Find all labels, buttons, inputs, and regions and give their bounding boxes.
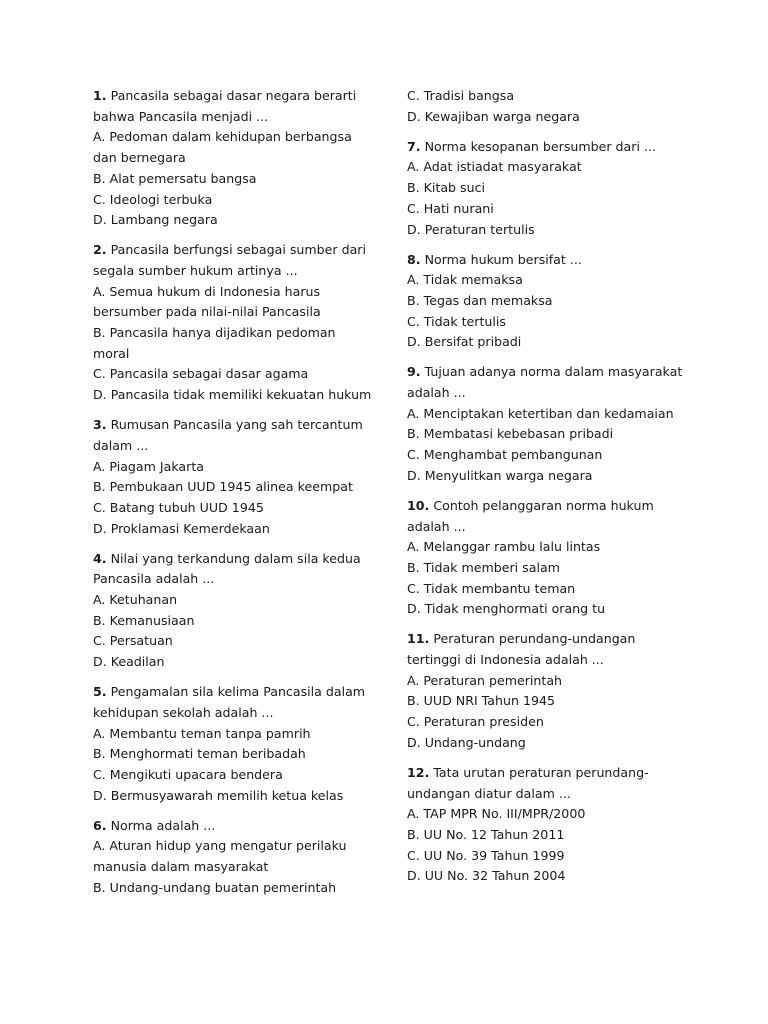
question-number: 7. (407, 138, 421, 154)
option-c: C. Hati nurani (407, 200, 494, 216)
question-text (407, 250, 687, 271)
question-2 (93, 240, 375, 406)
question-5 (93, 682, 375, 806)
option-d: D. Menyulitkan warga negara (407, 467, 593, 483)
option-c: C. UU No. 39 Tahun 1999 (407, 847, 565, 863)
question-number: 8. (407, 251, 421, 267)
question-8 (407, 250, 687, 354)
option-b: B. Alat pemersatu bangsa (93, 170, 257, 186)
option-c: C. Tidak tertulis (407, 313, 506, 329)
question-10 (407, 496, 687, 620)
option-d: D. Proklamasi Kemerdekaan (93, 520, 270, 536)
option-d: D. Keadilan (93, 654, 165, 670)
question-number: 5. (93, 684, 107, 700)
option-a: A. Peraturan pemerintah (407, 672, 563, 688)
question-number: 1. (93, 88, 107, 103)
option-b: B. Tegas dan memaksa (407, 292, 553, 308)
question-9 (407, 362, 687, 486)
question-text (93, 240, 375, 281)
option-a: A. Piagam Jakarta (93, 458, 204, 474)
option-d: D. Lambang negara (93, 212, 218, 228)
question-12 (407, 763, 687, 887)
option-c: C. Peraturan presiden (407, 714, 544, 730)
option-c: C. Tradisi bangsa (407, 88, 515, 103)
option-a: A. Aturan hidup yang mengatur perilaku manusia dalam masyarakat (93, 838, 347, 875)
question-text (93, 415, 375, 456)
option-a: A. Melanggar rambu lalu lintas (407, 539, 601, 555)
question-4 (93, 549, 375, 673)
option-d: D. Kewajiban warga negara (407, 108, 580, 124)
question-1 (93, 86, 375, 231)
question-prompt: Rumusan Pancasila yang sah tercantum dalam ... (93, 417, 363, 453)
option-c: C. Menghambat pembangunan (407, 447, 603, 463)
option-b: B. Kitab suci (407, 180, 486, 196)
question-text (407, 763, 687, 804)
question-prompt: Pengamalan sila kelima Pancasila dalam kehidupan sekolah adalah ... (93, 684, 366, 720)
option-a: A. Menciptakan ketertiban dan kedamaian (407, 405, 674, 421)
option-b: B. UU No. 12 Tahun 2011 (407, 826, 565, 842)
question-prompt: Norma hukum bersifat ... (424, 251, 582, 267)
question-3 (93, 415, 375, 539)
question-prompt: Peraturan perundang-undangan tertinggi di Indonesia adalah ... (407, 631, 636, 668)
option-d: D. Peraturan tertulis (407, 221, 535, 237)
question-text (93, 549, 375, 590)
option-a: A. TAP MPR No. III/MPR/2000 (407, 806, 586, 822)
question-number: 6. (93, 817, 107, 833)
option-d: D. UU No. 32 Tahun 2004 (407, 868, 566, 884)
left-column (93, 86, 375, 908)
question-6-continued (407, 86, 687, 127)
option-a: A. Ketuhanan (93, 592, 178, 608)
option-c: C. Pancasila sebagai dasar agama (93, 366, 309, 382)
question-11 (407, 629, 687, 753)
question-prompt: Pancasila sebagai dasar negara berarti bahwa Pancasila menjadi ... (93, 88, 357, 124)
option-b: B. Membatasi kebebasan pribadi (407, 426, 614, 442)
question-7 (407, 137, 687, 241)
option-a: A. Adat istiadat masyarakat (407, 159, 582, 175)
question-prompt: Nilai yang terkandung dalam sila kedua Pancasila adalah ... (93, 550, 361, 587)
question-number: 9. (407, 364, 421, 380)
question-number: 12. (407, 764, 430, 780)
question-number: 10. (407, 497, 430, 513)
question-text (407, 137, 687, 158)
option-c: C. Mengikuti upacara bendera (93, 766, 283, 782)
option-a: A. Membantu teman tanpa pamrih (93, 725, 311, 741)
question-prompt: Pancasila berfungsi sebagai sumber dari segala sumber hukum artinya ... (93, 242, 366, 278)
question-prompt: Tata urutan peraturan perundang-undangan diatur dalam ... (407, 764, 649, 801)
question-number: 3. (93, 417, 107, 433)
option-d: D. Tidak menghormati orang tu (407, 601, 606, 617)
question-number: 2. (93, 242, 107, 258)
option-c: C. Ideologi terbuka (93, 191, 213, 207)
option-a: A. Tidak memaksa (407, 272, 523, 288)
option-b: B. Pancasila hanya dijadikan pedoman moral (93, 325, 336, 361)
option-d: D. Undang-undang (407, 734, 526, 750)
question-text (93, 816, 375, 837)
option-d: D. Bermusyawarah memilih ketua kelas (93, 787, 344, 803)
option-b: B. UUD NRI Tahun 1945 (407, 693, 555, 709)
option-a: A. Pedoman dalam kehidupan berbangsa dan bernegara (93, 129, 352, 166)
option-b: B. Pembukaan UUD 1945 alinea keempat (93, 479, 353, 495)
question-text (93, 86, 375, 127)
question-prompt: Contoh pelanggaran norma hukum adalah ... (407, 497, 654, 534)
option-d: D. Bersifat pribadi (407, 334, 522, 350)
question-text (407, 362, 687, 403)
question-text (407, 496, 687, 537)
option-c: C. Batang tubuh UUD 1945 (93, 499, 264, 515)
question-text (93, 682, 375, 723)
option-d: D. Pancasila tidak memiliki kekuatan hukum (93, 387, 372, 403)
question-prompt: Norma kesopanan bersumber dari ... (424, 138, 656, 154)
question-6 (93, 816, 375, 899)
question-number: 11. (407, 631, 430, 647)
option-b: B. Kemanusiaan (93, 612, 195, 628)
question-text (407, 629, 687, 670)
option-b: B. Tidak memberi salam (407, 559, 560, 575)
question-number: 4. (93, 550, 107, 566)
option-b: B. Undang-undang buatan pemerintah (93, 879, 337, 895)
right-column (407, 86, 687, 896)
option-a: A. Semua hukum di Indonesia harus bersumber pada nilai-nilai Pancasila (93, 283, 321, 320)
option-c: C. Persatuan (93, 633, 173, 649)
option-c: C. Tidak membantu teman (407, 580, 576, 596)
question-prompt: Tujuan adanya norma dalam masyarakat adalah ... (407, 364, 683, 401)
question-prompt: Norma adalah ... (110, 817, 216, 833)
option-b: B. Menghormati teman beribadah (93, 746, 306, 762)
